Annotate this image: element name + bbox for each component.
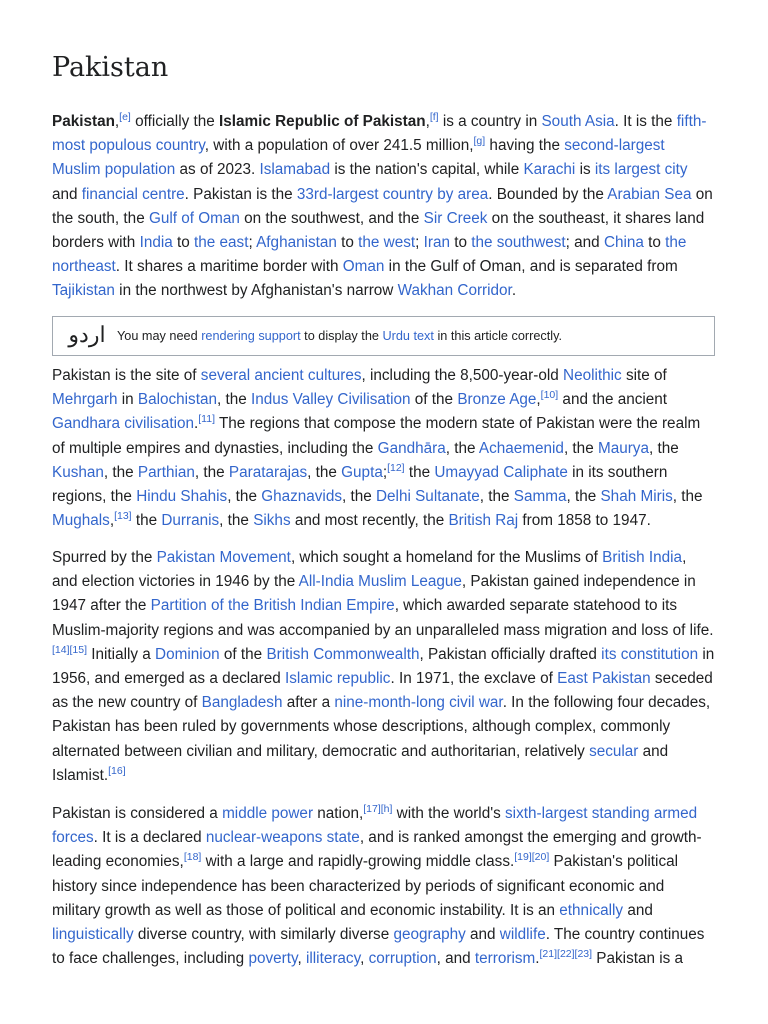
text-run: . Pakistan is the: [184, 185, 297, 203]
link-bronze-age[interactable]: Bronze Age: [457, 391, 537, 409]
citation-link[interactable]: [f]: [429, 110, 439, 123]
text-run: site of: [621, 367, 667, 384]
text-run: with the world's: [392, 805, 506, 822]
link-indus-valley-civilisation[interactable]: Indus Valley Civilisation: [250, 391, 411, 409]
text-run: , the: [479, 488, 514, 506]
link-paratarajas[interactable]: Paratarajas: [228, 463, 308, 481]
text-run: to: [643, 234, 666, 252]
text-run: and most recently, the: [290, 512, 449, 530]
text-run: ;: [248, 234, 257, 252]
citation-link[interactable]: [22]: [557, 948, 575, 961]
link-balochistan[interactable]: Balochistan: [137, 391, 217, 409]
text-run: on the southeast, it shares land borders with: [52, 209, 705, 252]
text-run: , which sought a homeland for the Muslims of: [290, 549, 603, 566]
citation-link[interactable]: [21]: [539, 948, 558, 961]
text-run: , the: [341, 488, 376, 506]
link-secular[interactable]: secular: [589, 742, 639, 760]
text-run: .: [535, 950, 540, 968]
link-shah-miris[interactable]: Shah Miris: [600, 488, 673, 506]
link-geography[interactable]: geography: [393, 926, 466, 944]
citation-link[interactable]: [12]: [387, 461, 405, 474]
text-run: , with a population of over 241.5 million,: [204, 137, 474, 155]
link-all-india-muslim-league[interactable]: All-India Muslim League: [298, 573, 462, 591]
text-run: You may need: [117, 329, 202, 343]
link-33rd-largest-country-by-area[interactable]: 33rd-largest country by area: [296, 185, 489, 203]
link-partition-of-the-british-indian-empire[interactable]: Partition of the British Indian Empire: [150, 597, 395, 615]
bold-term: Pakistan: [52, 113, 115, 130]
link-middle-power[interactable]: middle power: [222, 805, 314, 822]
link-poverty[interactable]: poverty: [248, 950, 298, 968]
text-run: , the: [216, 391, 251, 409]
link-gulf-of-oman[interactable]: Gulf of Oman: [148, 209, 240, 227]
link-kushan[interactable]: Kushan: [52, 463, 104, 481]
lead-paragraph-4: [52, 802, 716, 971]
link-fifth-most-populous-country[interactable]: fifth-most populous country: [52, 113, 707, 155]
link-mughals[interactable]: Mughals: [52, 512, 110, 530]
link-british-raj[interactable]: British Raj: [448, 512, 519, 530]
citation-link[interactable]: [h]: [380, 802, 393, 815]
link-the-northeast[interactable]: the northeast: [52, 234, 687, 276]
link-islamabad[interactable]: Islamabad: [259, 161, 331, 179]
text-run: the: [131, 512, 162, 530]
text-run: diverse country, with similarly diverse: [133, 926, 394, 944]
link-samma[interactable]: Samma: [513, 488, 567, 506]
link-the-east[interactable]: the east: [194, 234, 249, 252]
text-run: , and is ranked amongst the emerging and growth-leading economies,: [52, 829, 702, 871]
link-afghanistan[interactable]: Afghanistan: [256, 234, 337, 252]
link-sixth-largest-standing-armed-forces[interactable]: sixth-largest standing armed forces: [52, 805, 698, 847]
citation-link[interactable]: [e]: [119, 110, 131, 123]
text-run: of the: [219, 645, 267, 663]
text-run: ;: [382, 463, 388, 481]
text-run: Pakistan is a: [592, 950, 684, 968]
link-pakistan-movement[interactable]: Pakistan Movement: [156, 549, 291, 566]
urdu-script-icon: اردو: [68, 323, 106, 348]
text-run: , which awarded separate statehood to its Muslim-majority regions and was accompanied by an unparalleled mass migration and loss of life.: [52, 597, 714, 639]
text-run: ,: [360, 950, 369, 968]
link-gandh-ra[interactable]: Gandhāra: [377, 439, 446, 457]
link-corruption[interactable]: corruption: [368, 950, 437, 968]
link-gandhara-civilisation[interactable]: Gandhara civilisation: [52, 415, 194, 433]
link-umayyad-caliphate[interactable]: Umayyad Caliphate: [434, 463, 568, 481]
text-run: in the Gulf of Oman, and is separated from: [384, 258, 678, 276]
text-run: . In 1971, the exclave of: [390, 670, 558, 688]
text-run: with a large and rapidly-growing middle class.: [201, 853, 515, 871]
text-run: and: [52, 185, 82, 203]
link-its-largest-city[interactable]: its largest city: [594, 161, 688, 179]
text-run: the: [404, 463, 435, 481]
link-linguistically[interactable]: linguistically: [52, 926, 134, 944]
link-sir-creek[interactable]: Sir Creek: [423, 209, 488, 227]
link-durranis[interactable]: Durranis: [161, 512, 220, 530]
link-the-west[interactable]: the west: [358, 234, 416, 252]
link-east-pakistan[interactable]: East Pakistan: [557, 670, 651, 688]
link-british-india[interactable]: British India: [602, 549, 683, 566]
link-islamic-republic[interactable]: Islamic republic: [285, 670, 391, 688]
text-run: ;: [415, 234, 424, 252]
text-run: to: [450, 234, 472, 252]
text-run: , Pakistan officially drafted: [419, 645, 602, 663]
text-run: , the: [563, 439, 598, 457]
text-run: , and election victories in 1946 by the: [52, 549, 687, 591]
link-gupta[interactable]: Gupta: [341, 463, 383, 481]
link-wakhan-corridor[interactable]: Wakhan Corridor: [397, 282, 512, 300]
citation-link[interactable]: [19]: [514, 851, 532, 864]
text-run: , the: [566, 488, 601, 506]
text-run: . The country continues to face challenges, including: [52, 926, 705, 968]
text-run: .: [511, 282, 517, 300]
text-run: and: [623, 901, 653, 919]
lead-paragraph-2: [52, 364, 716, 533]
link-british-commonwealth[interactable]: British Commonwealth: [266, 645, 420, 663]
text-run: in: [117, 391, 138, 409]
lead-paragraph-3: [52, 546, 716, 788]
bold-term: Islamic Republic of Pakistan: [219, 113, 426, 130]
link-tajikistan[interactable]: Tajikistan: [52, 282, 115, 300]
link-the-southwest[interactable]: the southwest: [471, 234, 566, 252]
lead-paragraph-1: [52, 110, 716, 304]
link-maurya[interactable]: Maurya: [597, 439, 649, 457]
text-run: and Islamist.: [52, 742, 669, 784]
text-run: , the: [445, 439, 479, 457]
text-run: ; and: [565, 234, 604, 252]
link-delhi-sultanate[interactable]: Delhi Sultanate: [376, 488, 480, 506]
text-run: of the: [410, 391, 458, 409]
text-run: ,: [425, 113, 430, 130]
text-run: to: [172, 234, 195, 252]
citation-link[interactable]: [20]: [531, 851, 550, 864]
link-ghaznavids[interactable]: Ghaznavids: [261, 488, 342, 506]
text-run: seceded as the new country of: [52, 670, 713, 712]
text-run: in its southern regions, the: [52, 463, 668, 506]
link-karachi[interactable]: Karachi: [523, 161, 576, 179]
text-run: and the ancient: [558, 391, 668, 409]
citation-link[interactable]: [13]: [114, 510, 132, 523]
text-run: , the: [307, 463, 342, 481]
text-run: nation,: [313, 805, 364, 822]
link-financial-centre[interactable]: financial centre: [81, 185, 185, 203]
citation-link[interactable]: [10]: [540, 389, 559, 402]
text-run: . It shares a maritime border with: [115, 258, 343, 276]
link-second-largest-muslim-population[interactable]: second-largest Muslim population: [52, 137, 665, 179]
text-run: . In the following four decades, Pakistan has been ruled by governments whose descriptions, although complex, commonly alternated between civilian and military, democratic and authoritarian, relatively: [52, 694, 711, 760]
link-china[interactable]: China: [603, 234, 644, 252]
link-wildlife[interactable]: wildlife: [499, 926, 546, 944]
text-run: The regions that compose the modern state of Pakistan were the realm of multiple empires and dynasties, including the: [52, 415, 701, 457]
link-several-ancient-cultures[interactable]: several ancient cultures: [200, 367, 362, 384]
text-run: officially the: [130, 113, 220, 130]
text-run: ,: [109, 512, 115, 530]
link-nine-month-long-civil-war[interactable]: nine-month-long civil war: [334, 694, 503, 712]
citation-link[interactable]: [g]: [473, 135, 486, 148]
citation-link[interactable]: [14]: [52, 643, 70, 656]
link-mehrgarh[interactable]: Mehrgarh: [52, 391, 118, 409]
text-run: , the: [672, 488, 703, 506]
text-run: to display the: [300, 329, 383, 343]
text-run: . It is the: [614, 113, 677, 130]
text-run: , and: [436, 950, 475, 968]
link-ethnically[interactable]: ethnically: [559, 901, 624, 919]
link-sikhs[interactable]: Sikhs: [253, 512, 291, 530]
text-run: , the: [103, 463, 138, 481]
text-run: is a country in: [438, 113, 542, 130]
link-rendering-support[interactable]: rendering support: [201, 329, 301, 343]
link-nuclear-weapons-state[interactable]: nuclear-weapons state: [205, 829, 360, 847]
text-run: Spurred by the: [52, 549, 157, 566]
link-hindu-shahis[interactable]: Hindu Shahis: [136, 488, 228, 506]
text-run: Pakistan is the site of: [52, 367, 201, 384]
text-run: in 1956, and emerged as a declared: [52, 645, 715, 688]
text-run: from 1858 to 1947.: [518, 512, 651, 530]
text-run: is the nation's capital, while: [330, 161, 524, 179]
text-run: ,: [297, 950, 306, 968]
text-run: , the: [194, 463, 229, 481]
page-title: Pakistan: [52, 52, 169, 83]
link-neolithic[interactable]: Neolithic: [563, 367, 622, 384]
text-run: ,: [114, 113, 120, 130]
text-run: and: [465, 926, 500, 944]
text-run: on the south, the: [52, 185, 713, 227]
link-oman[interactable]: Oman: [342, 258, 385, 276]
text-run: , the: [648, 439, 679, 457]
link-terrorism[interactable]: terrorism: [474, 950, 536, 968]
link-arabian-sea[interactable]: Arabian Sea: [607, 185, 692, 203]
link-its-constitution[interactable]: its constitution: [601, 645, 699, 663]
text-run: , the: [219, 512, 254, 530]
text-run: . It is a declared: [93, 829, 206, 847]
text-run: as of 2023.: [175, 161, 260, 179]
rendering-notice-text: [117, 328, 562, 345]
citation-link[interactable]: [17]: [363, 802, 381, 815]
link-iran[interactable]: Iran: [423, 234, 450, 252]
text-run: Initially a: [87, 645, 156, 663]
text-run: is: [575, 161, 595, 179]
link-parthian[interactable]: Parthian: [137, 463, 195, 481]
text-run: in this article correctly.: [433, 329, 563, 343]
citation-link[interactable]: [15]: [69, 643, 88, 656]
link-illiteracy[interactable]: illiteracy: [305, 950, 361, 968]
text-run: , Pakistan gained independence in 1947 after the: [52, 573, 696, 615]
text-run: Pakistan's political history since independence has been characterized by periods of significant economic and military growth as well as those of political and economic instability. It is an: [52, 853, 679, 919]
link-dominion[interactable]: Dominion: [155, 645, 220, 663]
text-run: in the northwest by Afghanistan's narrow: [114, 282, 398, 300]
link-bangladesh[interactable]: Bangladesh: [201, 694, 283, 712]
citation-link[interactable]: [16]: [108, 764, 126, 777]
text-run: having the: [485, 137, 565, 155]
link-urdu-text[interactable]: Urdu text: [382, 329, 434, 343]
text-run: .: [194, 415, 199, 433]
text-run: on the southwest, and the: [239, 209, 424, 227]
rendering-notice: [52, 316, 715, 356]
text-run: , including the 8,500-year-old: [361, 367, 564, 384]
text-run: after a: [282, 694, 335, 712]
text-run: . Bounded by the: [488, 185, 608, 203]
text-run: Pakistan is considered a: [52, 805, 223, 822]
text-run: to: [336, 234, 359, 252]
text-run: , the: [227, 488, 262, 506]
link-achaemenid[interactable]: Achaemenid: [478, 439, 564, 457]
link-india[interactable]: India: [139, 234, 173, 252]
text-run: ,: [536, 391, 541, 409]
citation-link[interactable]: [23]: [574, 948, 593, 961]
citation-link[interactable]: [18]: [183, 851, 202, 864]
link-south-asia[interactable]: South Asia: [541, 113, 615, 130]
citation-link[interactable]: [11]: [198, 413, 215, 426]
